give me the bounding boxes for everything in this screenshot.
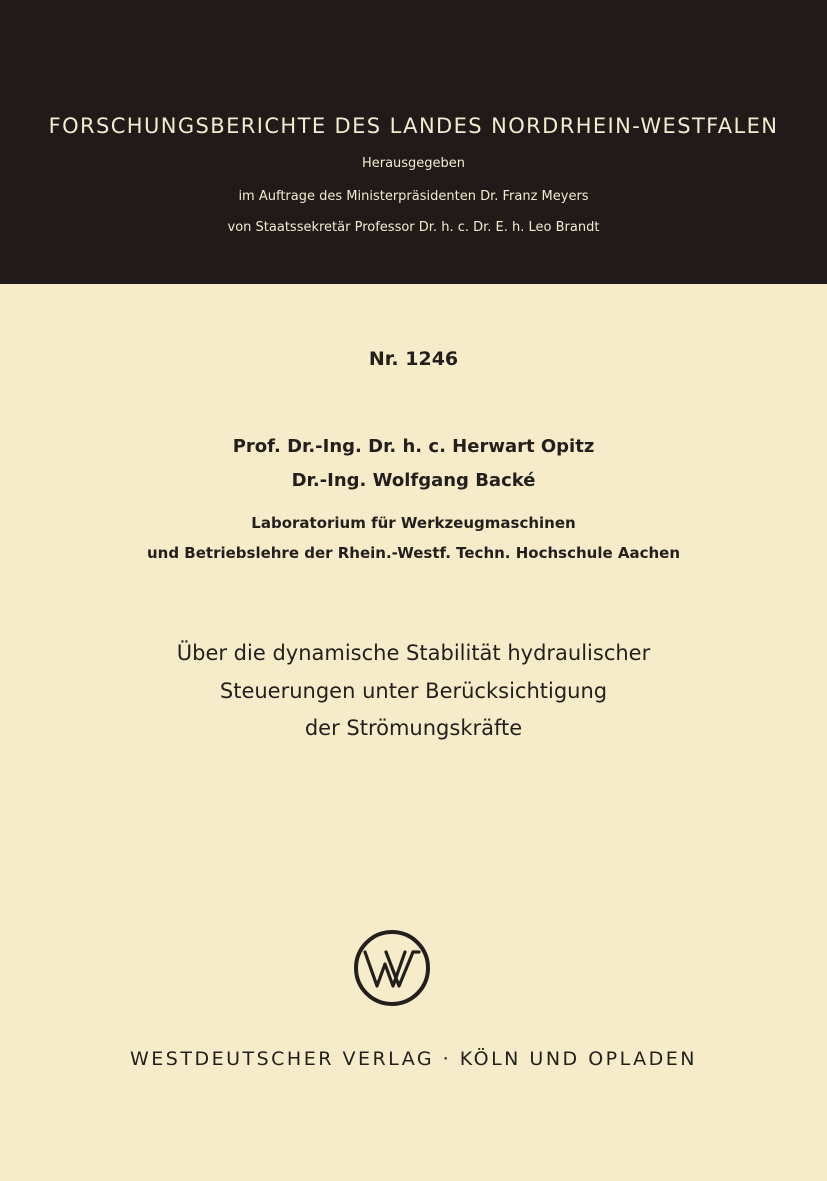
editor-line-2: im Auftrage des Ministerpräsidenten Dr. Franz Meyers	[238, 189, 589, 204]
editor-line-1: Herausgegeben	[361, 156, 466, 171]
editor-line-3: von Staatssekretär Professor Dr. h. c. Dr. E. h. Leo Brandt	[227, 220, 600, 235]
publisher-name: WESTDEUTSCHER VERLAG · KÖLN UND OPLADEN	[130, 1048, 697, 1070]
header-band	[0, 0, 827, 284]
title-line-2: Steuerungen unter Berücksichtigung	[219, 679, 608, 703]
author-2: Dr.-Ing. Wolfgang Backé	[291, 470, 536, 491]
report-number: Nr. 1246	[368, 348, 459, 370]
title-line-1: Über die dynamische Stabilität hydraulischer	[176, 641, 651, 665]
wv-circle-logo-icon	[352, 928, 432, 1008]
institution-line-2: und Betriebslehre der Rhein.-Westf. Techn. Hochschule Aachen	[146, 544, 681, 562]
series-title: FORSCHUNGSBERICHTE DES LANDES NORDRHEIN-WESTFALEN	[48, 114, 779, 138]
author-1: Prof. Dr.-Ing. Dr. h. c. Herwart Opitz	[232, 436, 595, 457]
institution-line-1: Laboratorium für Werkzeugmaschinen	[251, 514, 576, 532]
title-line-3: der Strömungskräfte	[304, 716, 523, 740]
